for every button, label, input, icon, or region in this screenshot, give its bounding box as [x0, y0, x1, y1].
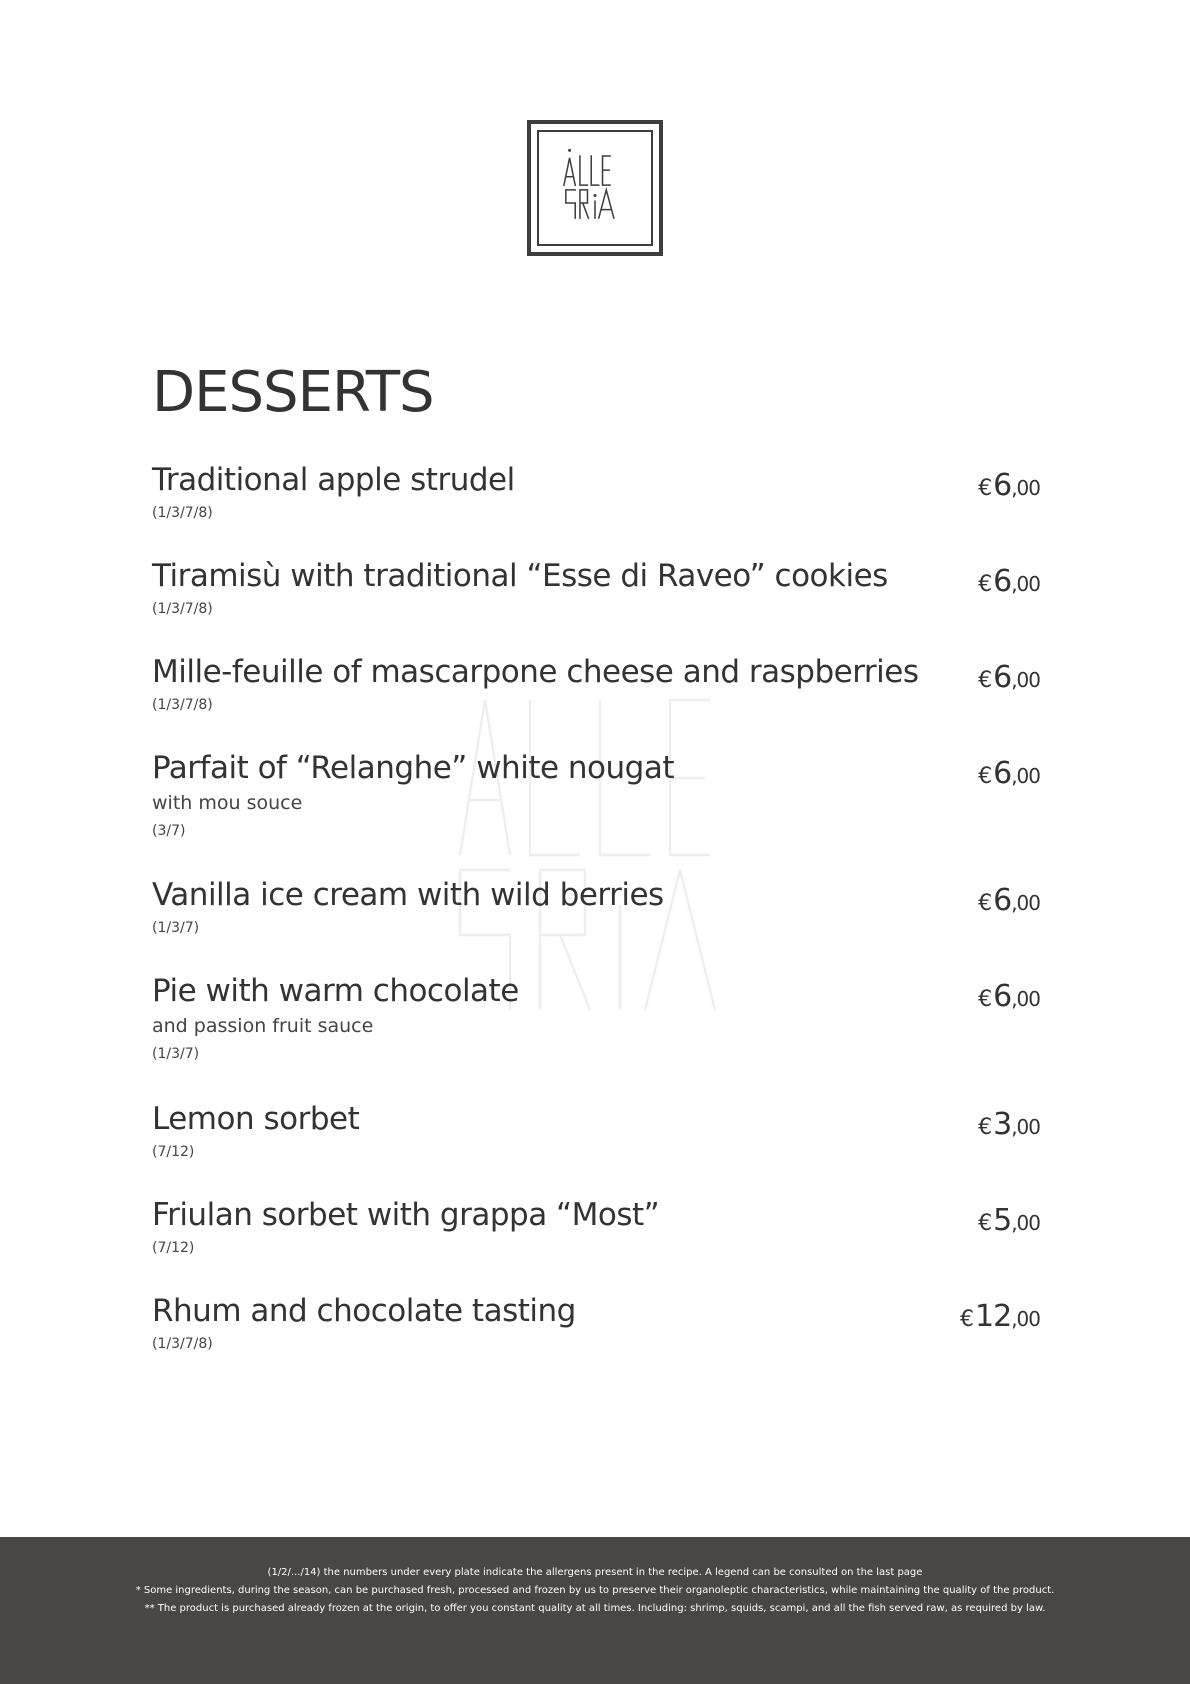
menu-item [152, 1293, 1040, 1353]
price-int: 3 [993, 1107, 1012, 1142]
item-price [978, 883, 1040, 922]
item-name: Rhum and chocolate tasting [152, 1293, 576, 1329]
item-price [978, 564, 1040, 603]
menu-item [152, 462, 1040, 522]
item-price [978, 1107, 1040, 1146]
item-price [978, 660, 1040, 699]
price-cents: ,00 [1011, 572, 1040, 596]
price-int: 6 [993, 883, 1012, 918]
item-allergens: (1/3/7/8) [152, 1336, 213, 1352]
price-int: 12 [975, 1299, 1012, 1334]
item-name: Vanilla ice cream with wild berries [152, 877, 664, 913]
item-allergens: (1/3/7) [152, 1046, 200, 1062]
price-int: 6 [993, 468, 1012, 503]
logo-monogram-icon [531, 124, 659, 252]
menu-item [152, 877, 1040, 937]
item-subtitle: with mou souce [152, 792, 303, 814]
item-price [978, 1203, 1040, 1242]
item-price [978, 468, 1040, 507]
item-price [978, 979, 1040, 1018]
price-currency: € [978, 891, 992, 916]
item-name: Friulan sorbet with grappa “Most” [152, 1197, 660, 1233]
price-int: 6 [993, 979, 1012, 1014]
menu-item [152, 1101, 1040, 1161]
item-name: Parfait of “Relanghe” white nougat [152, 750, 674, 786]
item-allergens: (1/3/7) [152, 920, 200, 936]
item-allergens: (1/3/7/8) [152, 697, 213, 713]
item-allergens: (3/7) [152, 823, 186, 839]
price-int: 5 [993, 1203, 1012, 1238]
price-cents: ,00 [1011, 1307, 1040, 1331]
menu-item [152, 973, 1040, 1063]
item-allergens: (1/3/7/8) [152, 601, 213, 617]
section-title: DESSERTS [152, 360, 434, 425]
watermark-monogram-icon [430, 690, 760, 1010]
item-allergens: (7/12) [152, 1240, 195, 1256]
price-cents: ,00 [1011, 1211, 1040, 1235]
price-currency: € [978, 668, 992, 693]
price-currency: € [978, 1115, 992, 1140]
footer-frozen-origin-note: ** The product is purchased already frozen at the origin, to offer you constant quality at all times. Including: shrimp, squids, scampi, and all the fish served raw, as required by law. [144, 1603, 1046, 1614]
item-name: Mille-feuille of mascarpone cheese and raspberries [152, 654, 919, 690]
item-name: Tiramisù with traditional “Esse di Raveo” cookies [152, 558, 888, 594]
allergen-footer [0, 1537, 1190, 1684]
price-currency: € [978, 764, 992, 789]
footer-allergen-note: (1/2/.../14) the numbers under every plate indicate the allergens present in the recipe. A legend can be consulted on the last page [267, 1567, 923, 1578]
item-name: Pie with warm chocolate [152, 973, 519, 1009]
price-cents: ,00 [1011, 891, 1040, 915]
price-cents: ,00 [1011, 668, 1040, 692]
item-allergens: (1/3/7/8) [152, 505, 213, 521]
allegria-logo [527, 120, 663, 256]
price-cents: ,00 [1011, 987, 1040, 1011]
price-cents: ,00 [1011, 476, 1040, 500]
menu-item [152, 750, 1040, 840]
menu-item [152, 1197, 1040, 1257]
price-int: 6 [993, 564, 1012, 599]
price-currency: € [978, 476, 992, 501]
menu-item [152, 558, 1040, 618]
menu-item [152, 654, 1040, 714]
footer-fresh-frozen-note: * Some ingredients, during the season, can be purchased fresh, processed and frozen by us to preserve their organoleptic characteristics, while maintaining the quality of the product. [135, 1585, 1055, 1596]
price-currency: € [978, 572, 992, 597]
item-price [960, 1299, 1040, 1338]
item-price [978, 756, 1040, 795]
price-int: 6 [993, 756, 1012, 791]
item-name: Traditional apple strudel [152, 462, 515, 498]
price-currency: € [978, 1211, 992, 1236]
price-cents: ,00 [1011, 764, 1040, 788]
price-cents: ,00 [1011, 1115, 1040, 1139]
item-allergens: (7/12) [152, 1144, 195, 1160]
price-currency: € [960, 1307, 973, 1332]
price-currency: € [978, 987, 992, 1012]
price-int: 6 [993, 660, 1012, 695]
allegria-watermark [430, 690, 760, 1010]
item-subtitle: and passion fruit sauce [152, 1015, 374, 1037]
item-name: Lemon sorbet [152, 1101, 360, 1137]
